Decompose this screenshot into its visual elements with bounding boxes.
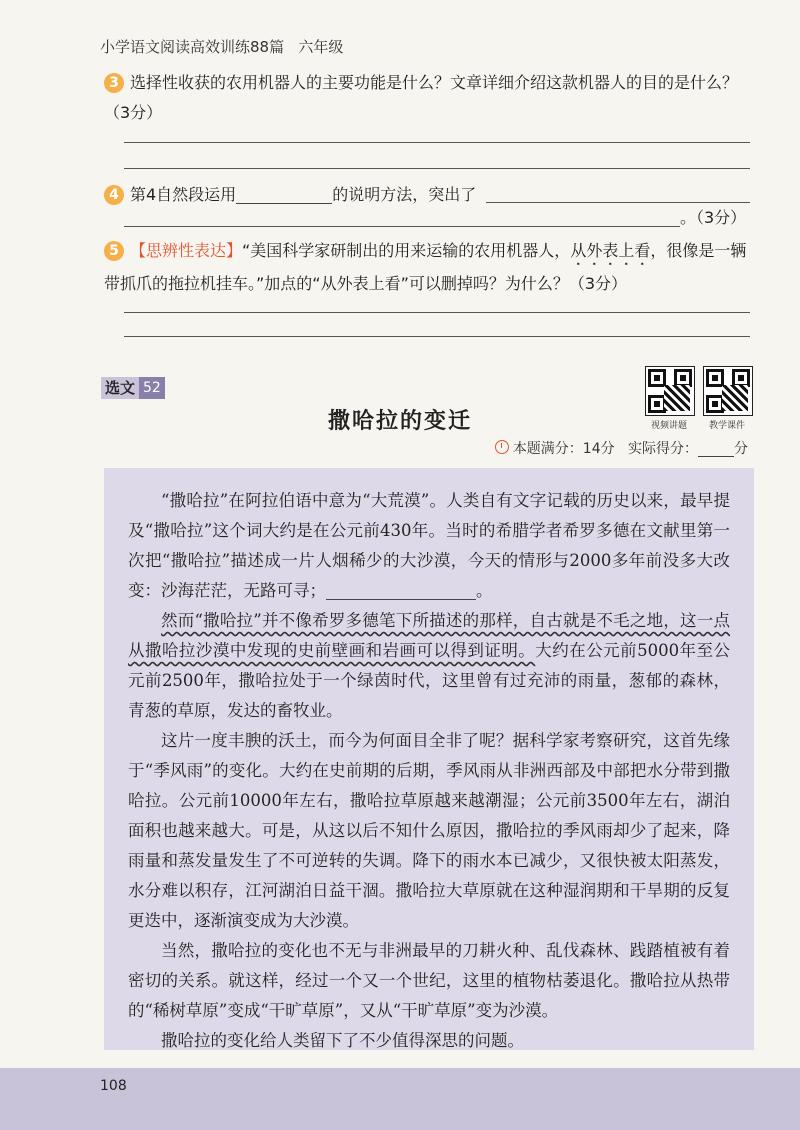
qr-courseware-label: 教学课件 (709, 421, 746, 431)
question-4 (104, 180, 754, 210)
question-3 (104, 68, 754, 128)
passage-paragraph-1 (128, 486, 730, 606)
passage-p1-end: 。 (476, 581, 493, 600)
page-number: 108 (100, 1078, 127, 1094)
passage-blank[interactable] (326, 579, 476, 600)
answer-line-5a[interactable] (124, 312, 750, 313)
clock-icon (495, 440, 509, 454)
selection-label: 选文 (101, 377, 139, 399)
passage-paragraph-3: 这片一度丰腴的沃土，而今为何面目全非了呢？据科学家考察研究，这首先缘于“季风雨”的变化。大约在史前期的后期，季风雨从非洲西部及中部把水分带到撒哈拉。公元前10000年左右，撒哈拉草原越来越潮湿；公元前3500年左右，湖泊面积也越来越大。可是，从这以后不知什么原因，撒哈拉的季风雨却少了起来，降雨量和蒸发量发生了不可逆转的失调。降下的雨水本已减少，又很快被太阳蒸发，水分难以积存，江河湖泊日益干涸。撒哈拉大草原就在这种湿润期和干旱期的反复更迭中，逐渐演变成为大沙漠。 (128, 731, 730, 930)
passage-p2-rest: 大约在公元前5000年至公元前2500年，撒哈拉处于一个绿茵时代，这里曾有过充沛的雨量，葱郁的森林，青葱的草原，发达的畜牧业。 (128, 641, 730, 720)
question-3-score: （3分） (104, 103, 163, 122)
question-5-text-a: “美国科学家研制出的用来运输的农用机器人， (242, 241, 571, 260)
question-5 (104, 236, 754, 299)
selection-badge (101, 377, 165, 399)
actual-score-blank[interactable] (698, 442, 734, 457)
actual-score-label: 实际得分： (628, 441, 698, 457)
question-number-4: 4 (104, 185, 124, 205)
question-5-dotted-text: 从外表上看 (570, 241, 651, 260)
question-5-text-b: ，很像是一辆带抓爪的拖拉机挂车。”加点的“从外表上看”可以删掉吗？为什么？（3分） (104, 241, 747, 293)
answer-line-3a[interactable] (124, 142, 750, 143)
answer-line-5b[interactable] (124, 336, 750, 337)
book-title: 小学语文阅读高效训练88篇 (100, 38, 285, 56)
qr-video-label: 视频讲题 (651, 421, 688, 431)
question-4-text-b: 的说明方法，突出了 (332, 185, 477, 204)
passage-p2-wavy: 然而“撒哈拉”并不像希罗多德笔下所描述的那样，自古就是不毛之地，这一点从撒哈拉沙漠中发现的史前壁画和岩画可以得到证明。 (128, 611, 730, 660)
page-header (100, 36, 343, 57)
article-title: 撒哈拉的变迁 (327, 409, 472, 434)
question-number-5: 5 (104, 241, 124, 261)
answer-line-3b[interactable] (124, 168, 750, 169)
passage-box (104, 468, 754, 1050)
question-4-end: 。（3分） (680, 208, 747, 227)
question-4-blank-1[interactable] (236, 183, 332, 204)
selection-number: 52 (139, 377, 165, 399)
passage-paragraph-4: 当然，撒哈拉的变化也不无与非洲最早的刀耕火种、乱伐森林、践踏植被有着密切的关系。就这样，经过一个又一个世纪，这里的植物枯萎退化。撒哈拉从热带的“稀树草原”变成“干旷草原”，又从“干旷草原”变为沙漠。 (128, 941, 730, 1020)
passage-paragraph-5: 撒哈拉的变化给人类留下了不少值得深思的问题。 (161, 1031, 524, 1050)
question-3-text: 选择性收获的农用机器人的主要功能是什么？文章详细介绍这款机器人的目的是什么？ (130, 73, 739, 92)
question-number-3: 3 (104, 73, 124, 93)
score-unit: 分 (734, 441, 748, 457)
score-line (495, 438, 748, 458)
full-score: 本题满分：14分 (512, 441, 615, 457)
passage-p1-text: “撒哈拉”在阿拉伯语中意为“大荒漠”。人类自有文字记载的历史以来，最早提及“撒哈拉”这个词大约是在公元前430年。当时的希腊学者希罗多德在文献里第一次把“撒哈拉”描述成一片人烟稀少的大沙漠，今天的情形与2000多年前没多大改变：沙海茫茫，无路可寻； (128, 491, 730, 600)
passage-paragraph-2 (128, 606, 730, 726)
question-5-tag: 【思辨性表达】 (130, 241, 243, 260)
question-4-blank-3[interactable] (124, 226, 680, 227)
question-4-text-a: 第4自然段运用 (130, 185, 237, 204)
grade-label: 六年级 (298, 38, 344, 56)
